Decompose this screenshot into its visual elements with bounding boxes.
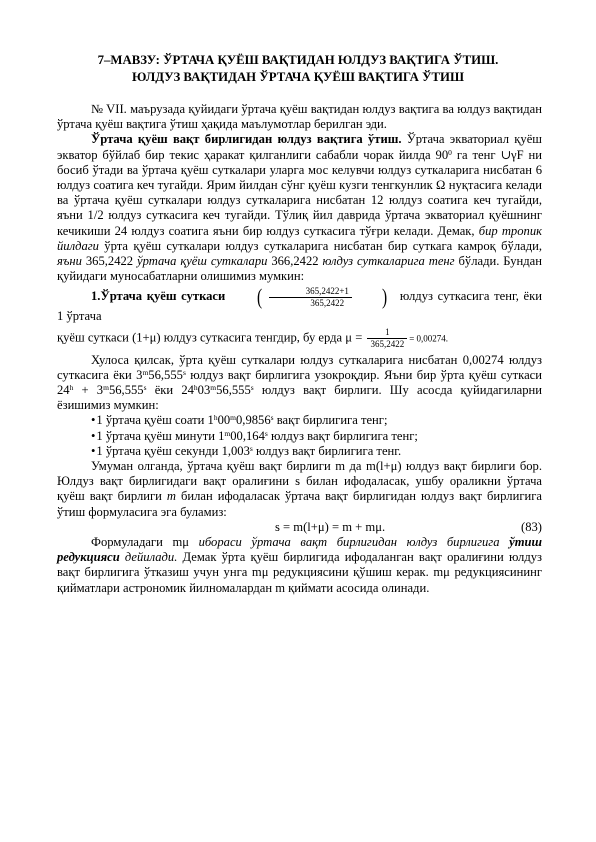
formula: s = m(l+μ) = m + mμ. [275, 519, 386, 534]
title-line-1: 7–МАВЗУ: ЎРТАЧА ҚУЁШ ВАҚТИДАН ЮЛДУЗ ВАҚТИГА ЎТИШ. [97, 53, 499, 67]
bullet-icon: • [91, 428, 96, 443]
bullet-icon: • [91, 413, 96, 428]
document-body [57, 102, 542, 596]
paragraph-reduction: Формуладаги mμ ибораси ўртача вақт бирлигидан юлдуз бирлигига ўтиш редукцияси дейилади. Демак ўрта қуёш бирлигида ифодаланган вақт оралиғини юлдуз вақт бирлигига ўтказиш учун унга mμ редукциясини қўшиш керак. mμ редукциясининг қийматлари астрономик йилномалардан m қиймати асосида олинади. [57, 535, 543, 595]
fraction-formula: ( $\frac{365,2422+1}{365,2422}$ ) [257, 284, 388, 310]
list-item: •1 ўртача қуёш минути 1$^m$00,164$^s$ юлдуз вақт бирлигига тенг; [91, 428, 418, 443]
fraction-denominator: 365,2422 [310, 297, 345, 308]
bullet-icon: • [91, 443, 96, 458]
paragraph-general: Умуман олганда, ўртача қуёш вақт бирлиги m да m(l+μ) юлдуз вақт бирлиги бор. Юлдуз вақт бирлигидаги вақт оралиғини s билан ифодаласак, ушбу ораликни ўртача қуёш вақт бирлиги m билан ифодаласак ўртача вақт бирлигидан юлдуз вақт бирлигига ўтиш формуласига эга буламиз: [57, 459, 542, 519]
list-item: •1 ўртача қуёш секунди 1,003$^s$ юлдуз вақт бирлигига тенг. [91, 443, 402, 458]
formula-line [57, 520, 542, 535]
title-line-2: ЮЛДУЗ ВАҚТИДАН ЎРТАЧА ҚУЁШ ВАҚТИГА ЎТИШ [131, 69, 465, 84]
list-item: •1 ўртача қуёш соати 1$^h$00$^m$0,9856$^s$ вақт бирлигига тенг; [91, 413, 388, 428]
item-heading: 1.Ўртача қуёш суткаси [91, 289, 226, 304]
mu-value: = 0,00274. [409, 333, 449, 344]
section-heading: Ўртача қуёш вақт бирлигидан юлдуз вақтига ўтиш. [91, 132, 402, 147]
page-title [60, 52, 536, 85]
paragraph-intro: № VII. маърузада қуйидаги ўртача қуёш вақтидан юлдуз вақтига ва юлдуз вақтидан ўртача қуёш вақтига ўтиш ҳақида маълумотлар берилган эди. [57, 102, 542, 132]
paragraph-mean-day-fraction: 1.Ўртача қуёш суткаси ( $\frac{365,2422+1}{365,2422}$ ) юлдуз суткасига тенг, ёки 1 ўртача [57, 284, 542, 324]
paragraph-conclusion: Хулоса қилсак, ўрта қуёш суткалари юлдуз суткаларига нисбатан 0,00274 юлдуз суткасига ёки 3$^m$56,555$^s$ юлдуз вақт бирлигига узокроқдир. Яъни бир ўрта қуёш суткаси $24^h + 3^m56,555^s$ ёки 24$^h$03$^m$56,555$^s$ юлдуз вақт бирлиги. Шу асосда қуйидагиларни ёзишимиз мумкин: [57, 352, 542, 413]
mu-fraction: $\frac{1}{365,2422}$ [367, 327, 407, 350]
fraction-numerator: 365,2422+1 [269, 286, 352, 298]
paragraph-mu-definition: қуёш суткаси (1+μ) юлдуз суткасига тенгдир, бу ерда μ = $\frac{1}{365,2422}$ = 0,00274. [57, 326, 449, 349]
formula-number: (83) [521, 519, 542, 534]
paragraph-mean-to-sidereal: Ўртача қуёш вақт бирлигидан юлдуз вақтига ўтиш. Ўртача экваториал қуёш экватор бўйлаб бир текис ҳаракат қилганлиги сабабли чорак йилда $90^0$ га тенг ∪γF ни босиб ўтади ва ўртача қуёш суткалари уларга мос келувчи юлдуз суткаларига нисбатан 6 юлдуз соатига кеч тугайди. Ярим йилдан сўнг қуёш кузги тенгкунлик Ω нуқтасига келади ва ўртача қуёш суткалари юлдуз суткаларига нисбатан 12 юлдуз соатига кеч тугайди, яъни 1/2 юлдуз суткасига кеч тугайди. Тўлиқ йил даврида ўртача экваториал қуёшнинг кечикиши 24 юлдуз соатига яъни бир юлдуз суткасига тўғри келади. Демак, бир тропик йилдаги ўрта қуёш суткалари юлдуз суткаларига нисбатан бир суткага камроқ бўлади, яъни 365,2422 ўртача қуёш суткалари 366,2422 юлдуз суткаларига тенг бўлади. Бундан қуйидаги муносабатларни олишимиз мумкин: [57, 132, 543, 284]
term-reduction: ўтиш редукцияси [57, 535, 543, 565]
